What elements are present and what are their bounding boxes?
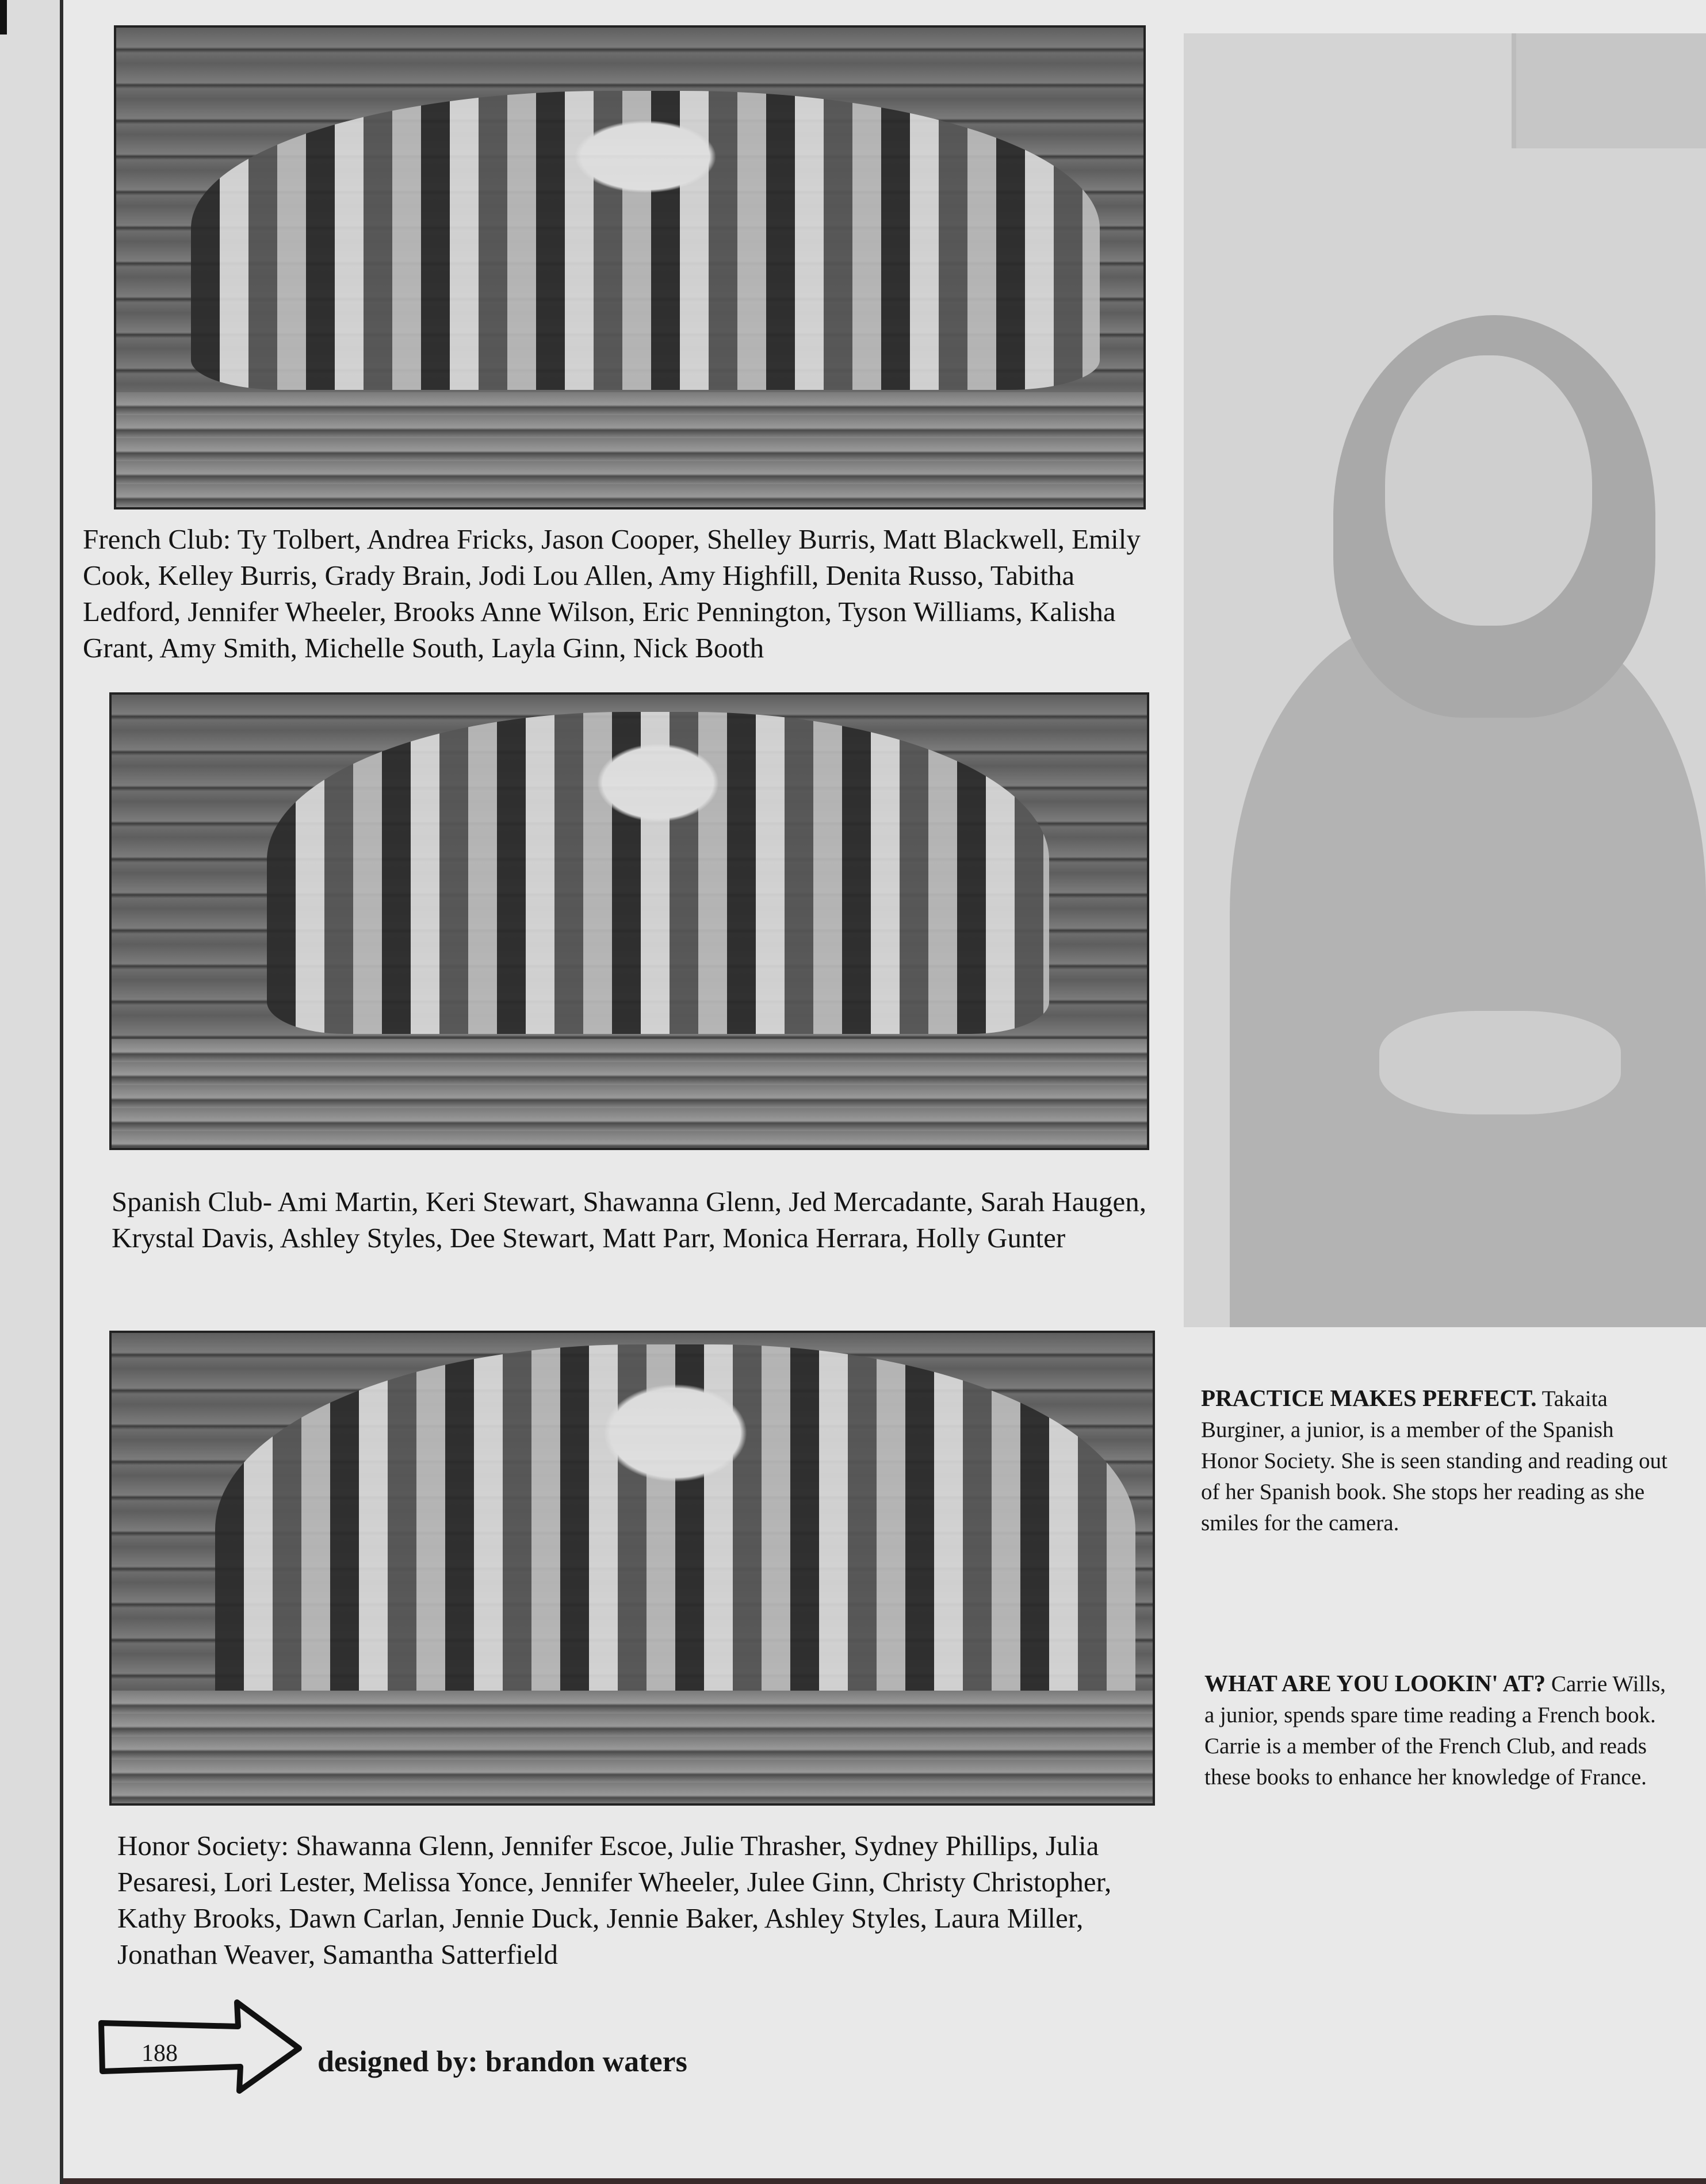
bleacher-floor	[112, 1691, 1153, 1803]
background-window	[1512, 33, 1706, 148]
designer-credit: designed by: brandon waters	[318, 2045, 687, 2078]
practice-makes-perfect-caption	[1201, 1382, 1673, 1539]
french-club-photo	[114, 25, 1146, 509]
group-of-students	[191, 91, 1100, 390]
caption-body: Carrie Wills, a junior, spends spare time reading a French book. Carrie is a member of the French Club, and reads these books to enhance her knowledge of France.	[1204, 1672, 1666, 1790]
french-club-caption: French Club: Ty Tolbert, Andrea Fricks, Jason Cooper, Shelley Burris, Matt Blackwell, Emily Cook, Kelley Burris, Grady Brain, Jodi Lou Allen, Amy Highfill, Denita Russo, Tabitha Ledford, Jennifer Wheeler, Brooks Anne Wilson, Eric Pennington, Tyson Williams, Kalisha Grant, Amy Smith, Michelle South, Layla Ginn, Nick Booth	[83, 523, 1141, 664]
group-of-students	[215, 1344, 1135, 1747]
page-binding-strip	[0, 0, 60, 2184]
portrait-face	[1385, 355, 1592, 626]
student-portrait-photo	[1184, 33, 1706, 1327]
right-arrow-icon	[94, 1999, 307, 2097]
caption-headline: PRACTICE MAKES PERFECT.	[1201, 1385, 1537, 1411]
caption-body: Takaita Burginer, a junior, is a member of the Spanish Honor Society. She is seen standing and reading out of her Spanish book. She stops her reading as she smiles for the camera.	[1201, 1386, 1667, 1535]
spanish-club-photo	[109, 692, 1149, 1150]
what-are-you-lookin-at-caption	[1204, 1668, 1676, 1793]
honor-society-caption: Honor Society: Shawanna Glenn, Jennifer Escoe, Julie Thrasher, Sydney Phillips, Julia Pesaresi, Lori Lester, Melissa Yonce, Jennifer Wheeler, Julee Ginn, Christy Christopher, Kathy Brooks, Dawn Carlan, Jennie Duck, Jennie Baker, Ashley Styles, Laura Miller, Jonathan Weaver, Samantha Satterfield	[117, 1830, 1112, 1970]
bottom-edge	[63, 2178, 1706, 2184]
caption-headline: WHAT ARE YOU LOOKIN' AT?	[1204, 1670, 1546, 1696]
spanish-club-caption: Spanish Club- Ami Martin, Keri Stewart, Shawanna Glenn, Jed Mercadante, Sarah Haugen, Krystal Davis, Ashley Styles, Dee Stewart, Matt Parr, Monica Herrara, Holly Gunter	[112, 1186, 1146, 1254]
page-edge-line	[60, 0, 63, 2184]
bleacher-floor	[112, 1039, 1147, 1148]
page-number: 188	[141, 2040, 178, 2067]
group-of-students	[267, 712, 1049, 1034]
honor-society-photo	[109, 1331, 1155, 1806]
portrait-sweater	[1230, 614, 1706, 1327]
portrait-hands	[1379, 1011, 1621, 1114]
bleacher-floor	[116, 392, 1143, 507]
